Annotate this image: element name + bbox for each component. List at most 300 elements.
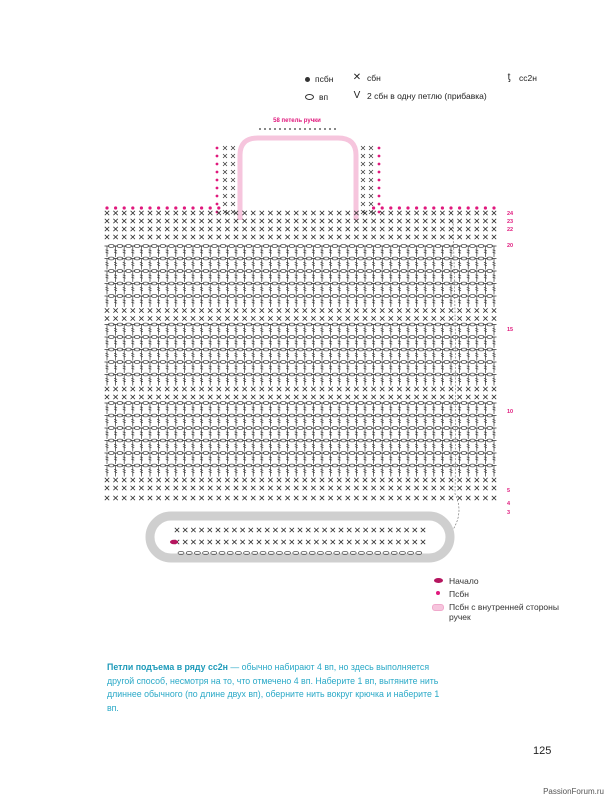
ss2n-stitch bbox=[105, 271, 110, 282]
handle-top-dot bbox=[304, 128, 306, 130]
ss2n-stitch bbox=[199, 428, 204, 439]
ss2n-stitch bbox=[173, 271, 178, 282]
sbn-stitch bbox=[311, 235, 315, 239]
sbn-stitch bbox=[182, 235, 186, 239]
ss2n-stitch bbox=[483, 350, 488, 361]
row-number: 22 bbox=[507, 227, 514, 233]
sbn-stitch bbox=[339, 528, 343, 532]
ss2n-stitch bbox=[474, 296, 479, 307]
ss2n-stitch bbox=[483, 428, 488, 439]
sbn-stitch bbox=[475, 227, 479, 231]
ss2n-stitch bbox=[165, 337, 170, 348]
sbn-stitch bbox=[191, 387, 195, 391]
ss2n-stitch bbox=[234, 271, 239, 282]
sbn-stitch bbox=[174, 387, 178, 391]
sbn-stitch bbox=[363, 478, 367, 482]
ss2n-stitch bbox=[449, 441, 454, 452]
handle-sbn-stitch bbox=[231, 162, 235, 166]
row-number: 4 bbox=[507, 501, 511, 507]
ss2n-stitch bbox=[191, 246, 196, 257]
ss2n-stitch bbox=[371, 337, 376, 348]
ss2n-stitch bbox=[363, 403, 368, 414]
ss2n-stitch bbox=[251, 362, 256, 373]
ss2n-stitch bbox=[130, 362, 135, 373]
handle-top-dot bbox=[264, 128, 266, 130]
psbn-dot bbox=[492, 206, 495, 209]
sbn-stitch bbox=[191, 486, 195, 490]
ss2n-stitch bbox=[492, 271, 497, 282]
ss2n-stitch bbox=[466, 259, 471, 270]
sbn-stitch bbox=[320, 395, 324, 399]
sbn-stitch bbox=[413, 540, 417, 544]
sbn-stitch bbox=[432, 219, 436, 223]
sbn-stitch bbox=[191, 478, 195, 482]
ss2n-stitch bbox=[259, 375, 264, 386]
ss2n-stitch bbox=[122, 441, 127, 452]
ss2n-stitch bbox=[388, 416, 393, 427]
handle-dot bbox=[378, 147, 381, 150]
sbn-stitch bbox=[260, 486, 264, 490]
ss2n-stitch bbox=[311, 362, 316, 373]
ss2n-stitch bbox=[199, 296, 204, 307]
sbn-stitch bbox=[174, 486, 178, 490]
ss2n-stitch bbox=[113, 350, 118, 361]
ss2n-stitch bbox=[122, 416, 127, 427]
ss2n-stitch bbox=[440, 350, 445, 361]
handle-sbn-stitch bbox=[369, 170, 373, 174]
ss2n-stitch bbox=[354, 416, 359, 427]
sbn-stitch bbox=[466, 496, 470, 500]
sbn-stitch bbox=[311, 227, 315, 231]
sbn-stitch bbox=[347, 528, 351, 532]
handle-top-dot bbox=[319, 128, 321, 130]
sbn-stitch bbox=[225, 316, 229, 320]
ss2n-stitch bbox=[182, 362, 187, 373]
ss2n-stitch bbox=[328, 284, 333, 295]
psbn-dot bbox=[114, 206, 117, 209]
row-number: 23 bbox=[507, 219, 514, 225]
stitch-row bbox=[105, 395, 496, 399]
ss2n-stitch bbox=[457, 337, 462, 348]
ss2n-stitch bbox=[440, 271, 445, 282]
ss2n-stitch bbox=[371, 271, 376, 282]
ss2n-stitch bbox=[268, 416, 273, 427]
ss2n-stitch bbox=[371, 416, 376, 427]
note-title: Петли подъема в ряду сс2н bbox=[107, 662, 228, 672]
sbn-stitch bbox=[432, 496, 436, 500]
sbn-stitch bbox=[199, 540, 203, 544]
sbn-stitch bbox=[492, 227, 496, 231]
sbn-stitch bbox=[363, 395, 367, 399]
ss2n-stitch bbox=[345, 337, 350, 348]
ss2n-stitch bbox=[105, 337, 110, 348]
legend-start: Начало bbox=[432, 576, 582, 586]
sbn-stitch bbox=[174, 316, 178, 320]
handle-dot bbox=[216, 155, 219, 158]
sbn-stitch bbox=[397, 478, 401, 482]
sbn-stitch bbox=[354, 395, 358, 399]
ss2n-stitch bbox=[371, 375, 376, 386]
ss2n-stitch bbox=[483, 453, 488, 464]
ss2n-stitch bbox=[139, 403, 144, 414]
ss2n-stitch bbox=[363, 325, 368, 336]
ss2n-stitch bbox=[285, 259, 290, 270]
ss2n-stitch bbox=[105, 259, 110, 270]
sbn-stitch bbox=[311, 496, 315, 500]
ss2n-stitch bbox=[122, 325, 127, 336]
ss2n-stitch bbox=[388, 362, 393, 373]
ss2n-stitch bbox=[423, 325, 428, 336]
ss2n-stitch bbox=[406, 441, 411, 452]
psbn-dot bbox=[381, 206, 384, 209]
sbn-stitch bbox=[191, 540, 195, 544]
psbn-dot bbox=[157, 206, 160, 209]
ss2n-stitch bbox=[130, 403, 135, 414]
sbn-stitch bbox=[389, 211, 393, 215]
ss2n-stitch bbox=[466, 416, 471, 427]
ss2n-stitch bbox=[105, 441, 110, 452]
sbn-stitch bbox=[242, 235, 246, 239]
handle-dot bbox=[216, 171, 219, 174]
ss2n-stitch bbox=[440, 296, 445, 307]
ss2n-stitch bbox=[122, 296, 127, 307]
ss2n-stitch bbox=[492, 362, 497, 373]
ss2n-stitch bbox=[431, 428, 436, 439]
ss2n-stitch bbox=[105, 403, 110, 414]
ss2n-stitch bbox=[156, 271, 161, 282]
ss2n-stitch bbox=[251, 466, 256, 477]
row-number: 15 bbox=[507, 327, 514, 333]
ss2n-stitch bbox=[113, 441, 118, 452]
ss2n-stitch bbox=[397, 375, 402, 386]
sbn-stitch bbox=[191, 235, 195, 239]
sbn-stitch bbox=[217, 395, 221, 399]
sbn-stitch bbox=[277, 486, 281, 490]
ss2n-stitch bbox=[371, 428, 376, 439]
sbn-stitch bbox=[122, 227, 126, 231]
ss2n-stitch bbox=[345, 416, 350, 427]
ss2n-stitch bbox=[113, 325, 118, 336]
ss2n-stitch bbox=[182, 337, 187, 348]
ss2n-stitch bbox=[363, 428, 368, 439]
watermark: PassionForum.ru bbox=[543, 787, 604, 796]
ss2n-stitch bbox=[130, 453, 135, 464]
sbn-stitch bbox=[483, 496, 487, 500]
ss2n-stitch bbox=[380, 416, 385, 427]
handle-sbn-stitch bbox=[223, 154, 227, 158]
sbn-stitch bbox=[242, 316, 246, 320]
ss2n-stitch bbox=[302, 337, 307, 348]
ss2n-stitch bbox=[406, 337, 411, 348]
ss2n-stitch bbox=[363, 337, 368, 348]
ss2n-stitch bbox=[251, 453, 256, 464]
sbn-stitch bbox=[240, 528, 244, 532]
sbn-stitch bbox=[492, 211, 496, 215]
sbn-stitch bbox=[346, 235, 350, 239]
sbn-stitch bbox=[331, 528, 335, 532]
sbn-stitch bbox=[277, 316, 281, 320]
sbn-stitch bbox=[320, 227, 324, 231]
ss2n-stitch bbox=[165, 362, 170, 373]
ss2n-stitch bbox=[242, 441, 247, 452]
ss2n-stitch bbox=[311, 259, 316, 270]
sbn-stitch bbox=[380, 486, 384, 490]
ss2n-stitch bbox=[113, 284, 118, 295]
sbn-stitch bbox=[165, 211, 169, 215]
ss2n-stitch bbox=[431, 362, 436, 373]
dot-icon bbox=[305, 77, 310, 82]
ss2n-stitch bbox=[311, 337, 316, 348]
ss2n-stitch bbox=[216, 271, 221, 282]
ss2n-stitch bbox=[148, 441, 153, 452]
ss2n-stitch bbox=[371, 350, 376, 361]
sbn-stitch bbox=[492, 316, 496, 320]
sbn-stitch bbox=[281, 528, 285, 532]
ss2n-stitch bbox=[388, 337, 393, 348]
sbn-stitch bbox=[414, 227, 418, 231]
stitch-row bbox=[105, 387, 496, 391]
ss2n-stitch bbox=[431, 375, 436, 386]
ss2n-stitch bbox=[148, 325, 153, 336]
sbn-stitch bbox=[457, 496, 461, 500]
sbn-stitch bbox=[371, 478, 375, 482]
ss2n-stitch bbox=[294, 403, 299, 414]
sbn-stitch bbox=[234, 308, 238, 312]
sbn-stitch bbox=[483, 387, 487, 391]
sbn-stitch bbox=[306, 528, 310, 532]
sbn-stitch bbox=[303, 387, 307, 391]
ss2n-stitch bbox=[388, 403, 393, 414]
ss2n-stitch bbox=[268, 428, 273, 439]
ss2n-stitch bbox=[380, 453, 385, 464]
sbn-stitch bbox=[354, 496, 358, 500]
ss2n-stitch bbox=[113, 453, 118, 464]
handle bbox=[216, 118, 381, 220]
sbn-stitch bbox=[199, 227, 203, 231]
ss2n-stitch bbox=[457, 325, 462, 336]
ss2n-stitch bbox=[234, 362, 239, 373]
sbn-stitch bbox=[208, 308, 212, 312]
ss2n-stitch bbox=[122, 375, 127, 386]
ss2n-stitch bbox=[423, 337, 428, 348]
sbn-stitch bbox=[414, 486, 418, 490]
ss2n-stitch bbox=[216, 375, 221, 386]
ss2n-stitch bbox=[363, 259, 368, 270]
ss2n-stitch bbox=[242, 325, 247, 336]
sbn-stitch bbox=[346, 387, 350, 391]
ss2n-stitch bbox=[371, 362, 376, 373]
ss2n-stitch bbox=[302, 271, 307, 282]
ss2n-stitch bbox=[242, 416, 247, 427]
ss2n-stitch bbox=[466, 375, 471, 386]
sbn-stitch bbox=[396, 528, 400, 532]
ss2n-stitch bbox=[122, 362, 127, 373]
sbn-stitch bbox=[165, 387, 169, 391]
sbn-stitch bbox=[139, 308, 143, 312]
ss2n-stitch bbox=[268, 296, 273, 307]
sbn-stitch bbox=[294, 496, 298, 500]
ss2n-stitch bbox=[397, 362, 402, 373]
sbn-stitch bbox=[406, 486, 410, 490]
sbn-stitch bbox=[208, 387, 212, 391]
sbn-stitch bbox=[492, 395, 496, 399]
ss2n-stitch bbox=[259, 362, 264, 373]
ss2n-stitch bbox=[363, 375, 368, 386]
stitch-row bbox=[105, 323, 497, 335]
ss2n-stitch bbox=[388, 325, 393, 336]
ss2n-stitch bbox=[251, 403, 256, 414]
ss2n-stitch bbox=[285, 362, 290, 373]
ss2n-stitch bbox=[320, 453, 325, 464]
ss2n-stitch bbox=[165, 441, 170, 452]
stitch-row bbox=[105, 414, 497, 426]
ss2n-stitch bbox=[414, 259, 419, 270]
ss2n-stitch bbox=[113, 246, 118, 257]
ss2n-stitch bbox=[328, 428, 333, 439]
sbn-stitch bbox=[440, 235, 444, 239]
sbn-stitch bbox=[182, 211, 186, 215]
sbn-stitch bbox=[277, 395, 281, 399]
ss2n-stitch bbox=[277, 375, 282, 386]
stitch-row bbox=[105, 361, 497, 373]
sbn-stitch bbox=[457, 211, 461, 215]
ss2n-stitch bbox=[354, 271, 359, 282]
note-text: — обычно набирают 4 вп, но здесь выполняется другой способ, несмотря на то, что отмечено 4 вп. Наберите 1 вп, вытяните нить длиннее обычного (по длине двух вп), оберните нить вокруг крючка и наберите 1 вп. bbox=[107, 662, 440, 713]
ss2n-stitch bbox=[328, 246, 333, 257]
handle-dot bbox=[378, 155, 381, 158]
ss2n-stitch bbox=[388, 375, 393, 386]
ss2n-stitch bbox=[397, 416, 402, 427]
ss2n-stitch bbox=[216, 466, 221, 477]
ss2n-stitch bbox=[130, 337, 135, 348]
ss2n-stitch bbox=[165, 428, 170, 439]
ss2n-stitch bbox=[277, 337, 282, 348]
ss2n-stitch bbox=[449, 337, 454, 348]
sbn-stitch bbox=[156, 478, 160, 482]
sbn-stitch bbox=[457, 395, 461, 399]
ss2n-stitch bbox=[449, 375, 454, 386]
ss2n-stitch bbox=[165, 416, 170, 427]
ss2n-stitch bbox=[285, 375, 290, 386]
sbn-stitch bbox=[414, 316, 418, 320]
ss2n-stitch bbox=[397, 428, 402, 439]
sbn-stitch bbox=[113, 486, 117, 490]
sbn-stitch bbox=[242, 227, 246, 231]
ss2n-stitch bbox=[440, 259, 445, 270]
stitch-row bbox=[105, 464, 497, 476]
ss2n-stitch bbox=[105, 284, 110, 295]
sbn-stitch bbox=[182, 478, 186, 482]
sbn-stitch bbox=[208, 528, 212, 532]
ss2n-stitch bbox=[440, 325, 445, 336]
ss2n-stitch bbox=[165, 350, 170, 361]
ss2n-stitch bbox=[199, 362, 204, 373]
ss2n-stitch bbox=[277, 246, 282, 257]
ss2n-stitch bbox=[242, 453, 247, 464]
ss2n-stitch bbox=[337, 259, 342, 270]
sbn-stitch bbox=[432, 387, 436, 391]
ss2n-stitch bbox=[277, 259, 282, 270]
ss2n-stitch bbox=[277, 428, 282, 439]
sbn-stitch bbox=[199, 211, 203, 215]
ss2n-stitch bbox=[492, 428, 497, 439]
ss2n-stitch bbox=[345, 350, 350, 361]
sbn-stitch bbox=[298, 528, 302, 532]
sbn-stitch bbox=[156, 227, 160, 231]
ss2n-stitch bbox=[449, 259, 454, 270]
handle-dot bbox=[216, 187, 219, 190]
handle-top-dot bbox=[259, 128, 261, 130]
ss2n-stitch bbox=[406, 428, 411, 439]
ss2n-stitch bbox=[449, 403, 454, 414]
sbn-stitch bbox=[328, 478, 332, 482]
sbn-stitch bbox=[225, 395, 229, 399]
ss2n-stitch bbox=[457, 350, 462, 361]
ss2n-stitch bbox=[406, 362, 411, 373]
ss2n-stitch bbox=[182, 453, 187, 464]
ss2n-stitch bbox=[156, 466, 161, 477]
sbn-stitch bbox=[397, 486, 401, 490]
sbn-stitch bbox=[414, 387, 418, 391]
sbn-stitch bbox=[139, 316, 143, 320]
ss2n-stitch bbox=[466, 403, 471, 414]
ss2n-stitch bbox=[294, 337, 299, 348]
sbn-stitch bbox=[199, 528, 203, 532]
ss2n-stitch bbox=[234, 259, 239, 270]
sbn-stitch bbox=[372, 528, 376, 532]
bag-body bbox=[105, 206, 497, 534]
sbn-stitch bbox=[328, 395, 332, 399]
sbn-stitch bbox=[371, 308, 375, 312]
ss2n-stitch bbox=[173, 337, 178, 348]
ss2n-stitch bbox=[337, 403, 342, 414]
handle-sbn-stitch bbox=[231, 194, 235, 198]
ss2n-stitch bbox=[337, 375, 342, 386]
ss2n-stitch bbox=[130, 416, 135, 427]
sbn-stitch bbox=[249, 540, 253, 544]
ss2n-stitch bbox=[182, 416, 187, 427]
ss2n-stitch bbox=[165, 296, 170, 307]
ss2n-stitch bbox=[259, 453, 264, 464]
color-legend bbox=[432, 576, 582, 625]
sbn-stitch bbox=[354, 387, 358, 391]
ss2n-stitch bbox=[492, 375, 497, 386]
sbn-stitch bbox=[105, 227, 109, 231]
stitch-row bbox=[105, 496, 496, 500]
ss2n-stitch bbox=[199, 259, 204, 270]
sbn-stitch bbox=[298, 540, 302, 544]
ss2n-stitch bbox=[285, 428, 290, 439]
sbn-stitch bbox=[285, 387, 289, 391]
ss2n-stitch bbox=[457, 453, 462, 464]
ss2n-stitch bbox=[199, 284, 204, 295]
sbn-stitch bbox=[294, 387, 298, 391]
ss2n-stitch bbox=[423, 284, 428, 295]
ss2n-stitch bbox=[466, 362, 471, 373]
ss2n-stitch bbox=[113, 271, 118, 282]
ss2n-stitch bbox=[457, 428, 462, 439]
sbn-stitch bbox=[389, 486, 393, 490]
ss2n-stitch bbox=[165, 284, 170, 295]
ss2n-stitch bbox=[423, 441, 428, 452]
sbn-stitch bbox=[122, 308, 126, 312]
ss2n-stitch bbox=[406, 375, 411, 386]
ss2n-stitch bbox=[483, 441, 488, 452]
ss2n-stitch bbox=[139, 416, 144, 427]
ss2n-stitch bbox=[259, 246, 264, 257]
sbn-stitch bbox=[397, 235, 401, 239]
sbn-stitch bbox=[404, 540, 408, 544]
